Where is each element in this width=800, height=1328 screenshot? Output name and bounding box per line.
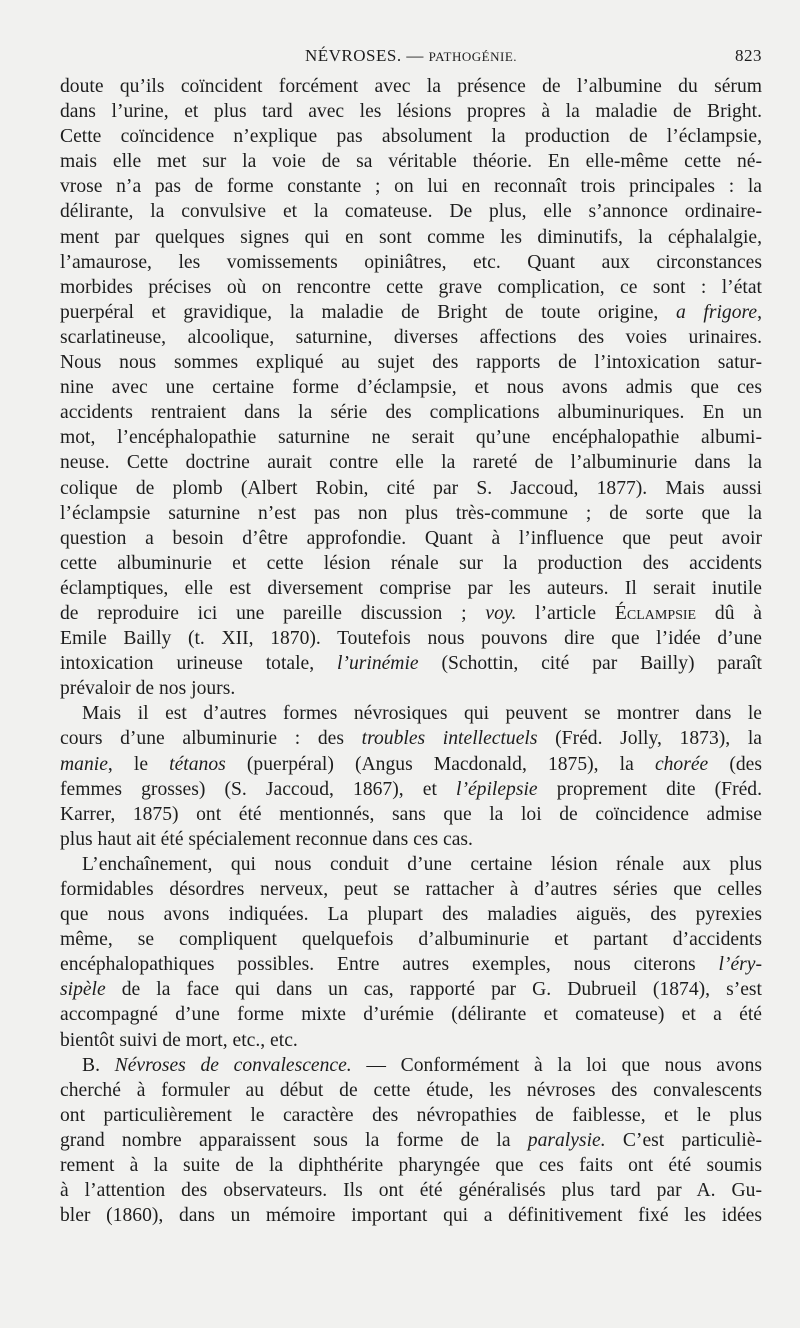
text-segment: Mais il est d’autres formes névrosiques qui peuvent se montrer dans le <box>82 703 762 725</box>
text-line <box>60 476 762 501</box>
italic-text: l’éry- <box>718 954 762 976</box>
text-line <box>60 1078 762 1103</box>
text-segment: prévaloir de nos jours. <box>60 678 236 700</box>
text-segment: Emile Bailly (t. XII, 1870). Toutefois nous pouvons dire que l’idée d’une <box>60 628 762 650</box>
text-segment: , <box>757 301 762 323</box>
text-line <box>60 576 762 601</box>
italic-text: sipèle <box>60 979 106 1001</box>
italic-text: tétanos <box>169 753 226 775</box>
text-line <box>60 325 762 350</box>
text-line <box>60 902 762 927</box>
text-line <box>60 450 762 475</box>
text-line <box>60 74 762 99</box>
italic-text: manie <box>60 753 108 775</box>
text-segment: — Conformément à la loi que nous avons <box>351 1054 762 1076</box>
text-segment: neuse. Cette doctrine aurait contre elle la rareté de l’albuminurie dans la <box>60 452 762 474</box>
italic-text: a frigore <box>675 301 758 323</box>
text-line <box>60 350 762 375</box>
text-segment: même, se compliquent quelquefois d’albuminurie et partant d’accidents <box>60 929 762 951</box>
text-segment: dû à <box>696 602 762 624</box>
text-segment: dans l’urine, et plus tard avec les lésions propres à la maladie de Bright. <box>60 101 762 123</box>
text-segment: Cette coïncidence n’explique pas absolument la production de l’éclampsie, <box>60 126 762 148</box>
text-segment: question a besoin d’être approfondie. Quant à l’influence que peut avoir <box>60 527 762 549</box>
text-segment: rement à la suite de la diphthérite pharyngée que ces faits ont été soumis <box>60 1155 762 1177</box>
text-segment: puerpéral et gravidique, la maladie de Bright de toute origine, <box>60 301 676 323</box>
text-segment: éclamptiques, elle est diversement comprise par les auteurs. Il serait inutile <box>60 577 762 599</box>
italic-text: chorée <box>654 753 709 775</box>
text-line <box>60 225 762 250</box>
text-segment: ment par quelques signes qui en sont comme les diminutifs, la céphalalgie, <box>60 226 762 248</box>
text-segment: accidents rentraient dans la série des complications albuminuriques. En un <box>60 402 762 424</box>
text-line <box>60 400 762 425</box>
text-segment: bler (1860), dans un mémoire important qui a définitivement fixé les idées <box>60 1205 762 1227</box>
italic-text: voy. <box>485 602 517 624</box>
text-segment: accompagné d’une forme mixte d’urémie (délirante et comateuse) et a été <box>60 1004 762 1026</box>
text-line <box>60 1053 762 1078</box>
text-line <box>60 651 762 676</box>
text-line <box>60 927 762 952</box>
text-line <box>60 174 762 199</box>
text-segment: l’article <box>516 602 615 624</box>
text-segment: délirante, la convulsive et la comateuse. De plus, elle s’annonce ordinaire- <box>60 201 762 223</box>
text-line <box>60 199 762 224</box>
text-segment: C’est particuliè- <box>605 1129 762 1151</box>
text-segment: nine avec une certaine forme d’éclampsie, et nous avons admis que ces <box>60 377 762 399</box>
text-line <box>60 1178 762 1203</box>
text-line <box>60 1002 762 1027</box>
text-segment: mais elle met sur la voie de sa véritable théorie. En elle-même cette né- <box>60 151 762 173</box>
text-segment: colique de plomb (Albert Robin, cité par S. Jaccoud, 1877). Mais aussi <box>60 477 762 499</box>
text-line <box>60 626 762 651</box>
text-line <box>60 375 762 400</box>
text-segment: scarlatineuse, alcoolique, saturnine, diverses affections des voies urinaires. <box>60 326 762 348</box>
text-segment: que nous avons indiquées. La plupart des maladies aiguës, des pyrexies <box>60 904 762 926</box>
text-line <box>60 425 762 450</box>
text-line <box>60 601 762 626</box>
text-segment: de reproduire ici une pareille discussion ; <box>60 602 486 624</box>
text-segment: femmes grosses) (S. Jaccoud, 1867), et <box>60 778 456 800</box>
italic-text: l’épilepsie <box>456 778 538 800</box>
text-line <box>60 777 762 802</box>
text-segment: l’amaurose, les vomissements opiniâtres, etc. Quant aux circonstances <box>60 251 762 273</box>
text-segment: bientôt suivi de mort, etc., etc. <box>60 1029 298 1051</box>
text-line <box>60 275 762 300</box>
text-segment: formidables désordres nerveux, peut se rattacher à d’autres séries que celles <box>60 879 762 900</box>
running-title-sub: PATHOGÉNIE. <box>428 49 518 64</box>
text-line <box>60 726 762 751</box>
text-segment: (Fréd. Jolly, 1873), la <box>537 728 762 750</box>
running-title-main: NÉVROSES. — <box>304 46 429 65</box>
text-line <box>60 526 762 551</box>
text-segment: (des <box>708 753 762 775</box>
text-line <box>60 852 762 877</box>
text-segment: à l’attention des observateurs. Ils ont été généralisés plus tard par A. Gu- <box>60 1180 762 1202</box>
text-line <box>60 1028 762 1053</box>
text-segment: cherché à formuler au début de cette étude, les névroses des convalescents <box>60 1079 762 1101</box>
text-segment: (puerpéral) (Angus Macdonald, 1875), la <box>225 753 655 775</box>
text-segment: l’éclampsie saturnine n’est pas non plus très-commune ; de sorte que la <box>60 502 762 524</box>
text-segment: mot, l’encéphalopathie saturnine ne serait qu’une encéphalopathie albumi- <box>60 427 762 449</box>
text-line <box>60 250 762 275</box>
text-line <box>60 877 762 902</box>
text-line <box>60 501 762 526</box>
running-title <box>60 46 762 66</box>
text-segment: doute qu’ils coïncident forcément avec la présence de l’albumine du sérum <box>60 76 762 97</box>
body-text <box>60 74 762 1228</box>
text-segment: morbides précises où on rencontre cette grave complication, ce sont : l’état <box>60 276 762 298</box>
text-segment: ont particulièrement le caractère des névropathies de faiblesse, et le plus <box>60 1104 762 1126</box>
text-line <box>60 300 762 325</box>
small-caps-text: Éclampsie <box>614 602 697 624</box>
text-line <box>60 1128 762 1153</box>
text-segment: Karrer, 1875) ont été mentionnés, sans que la loi de coïncidence admise <box>60 803 762 825</box>
italic-text: l’urinémie <box>336 653 419 675</box>
text-line <box>60 1103 762 1128</box>
text-segment: proprement dite (Fréd. <box>537 778 762 800</box>
text-segment: grand nombre apparaissent sous la forme de la <box>60 1129 528 1151</box>
page-number: 823 <box>735 46 762 65</box>
text-line <box>60 1153 762 1178</box>
text-segment: de la face qui dans un cas, rapporté par G. Dubrueil (1874), s’est <box>105 979 762 1001</box>
text-segment: plus haut ait été spécialement reconnue dans ces cas. <box>60 828 473 850</box>
italic-text: Névroses de convalescence. <box>114 1054 352 1076</box>
text-line <box>60 99 762 124</box>
text-segment: B. <box>82 1054 115 1076</box>
text-line <box>60 149 762 174</box>
text-segment: , le <box>107 753 170 775</box>
text-segment: (Schottin, cité par Bailly) paraît <box>418 653 762 675</box>
text-line <box>60 952 762 977</box>
text-line <box>60 1203 762 1228</box>
text-line <box>60 802 762 827</box>
italic-text: paralysie. <box>527 1129 606 1151</box>
text-segment: L’enchaînement, qui nous conduit d’une certaine lésion rénale aux plus <box>82 853 762 875</box>
text-segment: intoxication urineuse totale, <box>60 653 337 675</box>
text-line <box>60 124 762 149</box>
text-segment: cette albuminurie et cette lésion rénale sur la production des accidents <box>60 552 762 574</box>
text-segment: encéphalopathiques possibles. Entre autres exemples, nous citerons <box>60 954 719 976</box>
italic-text: troubles intellectuels <box>361 728 538 750</box>
text-line <box>60 827 762 852</box>
text-segment: vrose n’a pas de forme constante ; on lui en reconnaît trois principales : la <box>60 176 762 198</box>
text-line <box>60 977 762 1002</box>
text-line <box>60 701 762 726</box>
text-segment: cours d’une albuminurie : des <box>60 728 362 750</box>
text-line <box>60 676 762 701</box>
text-line <box>60 752 762 777</box>
running-header <box>60 46 762 70</box>
text-segment: Nous nous sommes expliqué au sujet des rapports de l’intoxication satur- <box>60 352 762 374</box>
text-line <box>60 551 762 576</box>
